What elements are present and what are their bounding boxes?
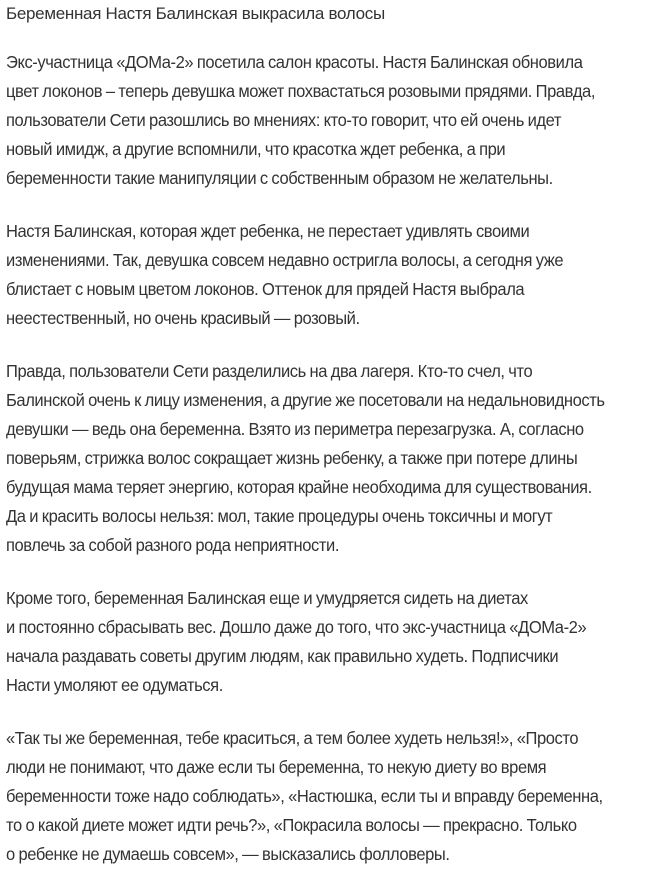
text-line: Кроме того, беременная Балинская еще и умудряется сидеть на диетах: [6, 588, 528, 608]
text-line: о ребенке не думаешь совсем», — высказались фолловеры.: [6, 844, 450, 864]
text-line: цвет локонов – теперь девушка может похвастаться розовыми прядями. Правда,: [6, 81, 595, 101]
text-line: Балинской очень к лицу изменения, а другие же посетовали на недальновидность: [6, 390, 605, 410]
text-line: Настя Балинская, которая ждет ребенка, не перестает удивлять своими: [6, 221, 530, 241]
text-line: поверьям, стрижка волос сокращает жизнь ребенку, а также при потере длины: [6, 448, 578, 468]
text-line: то о какой диете может идти речь?», «Покрасила волосы — прекрасно. Только: [6, 815, 577, 835]
paragraph-3: [6, 357, 664, 560]
text-line: люди не понимают, что даже если ты беременна, то некую диету во время: [6, 757, 547, 777]
text-line: девушки — ведь она беременна. Взято из периметра перезагрузка. А, согласно: [6, 419, 584, 439]
text-line: изменениями. Так, девушка совсем недавно остригла волосы, а сегодня уже: [6, 250, 564, 270]
text-line: неестественный, но очень красивый — розовый.: [6, 308, 360, 328]
text-line: повлечь за собой разного рода неприятности.: [6, 535, 340, 555]
article-title: Беременная Настя Балинская выкрасила волосы: [6, 4, 385, 23]
text-line: «Так ты же беременная, тебе краситься, а тем более худеть нельзя!», «Просто: [6, 728, 579, 748]
text-line: Экс-участница «ДОМа-2» посетила салон красоты. Настя Балинская обновила: [6, 52, 583, 72]
text-line: начала раздавать советы другим людям, как правильно худеть. Подписчики: [6, 646, 559, 666]
text-line: пользователи Сети разошлись во мнениях: кто-то говорит, что ей очень идет: [6, 110, 562, 130]
text-line: Да и красить волосы нельзя: мол, такие процедуры очень токсичны и могут: [6, 506, 553, 526]
text-line: и постоянно сбрасывать вес. Дошло даже до того, что экс-участница «ДОМа-2»: [6, 617, 587, 637]
text-line: беременности такие манипуляции с собственным образом не желательны.: [6, 168, 553, 188]
text-line: беременности тоже надо соблюдать», «Настюшка, если ты и вправду беременна,: [6, 786, 603, 806]
paragraph-5: [6, 724, 664, 869]
paragraph-1: [6, 48, 664, 193]
text-line: Насти умоляют ее одуматься.: [6, 675, 223, 695]
text-line: новый имидж, а другие вспомнили, что красотка ждет ребенка, а при: [6, 139, 506, 159]
text-line: Правда, пользователи Сети разделились на два лагеря. Кто-то счел, что: [6, 361, 533, 381]
paragraph-2: [6, 217, 664, 333]
text-line: будущая мама теряет энергию, которая крайне необходима для существования.: [6, 477, 592, 497]
paragraph-4: [6, 584, 664, 700]
text-line: блистает с новым цветом локонов. Оттенок для прядей Настя выбрала: [6, 279, 525, 299]
